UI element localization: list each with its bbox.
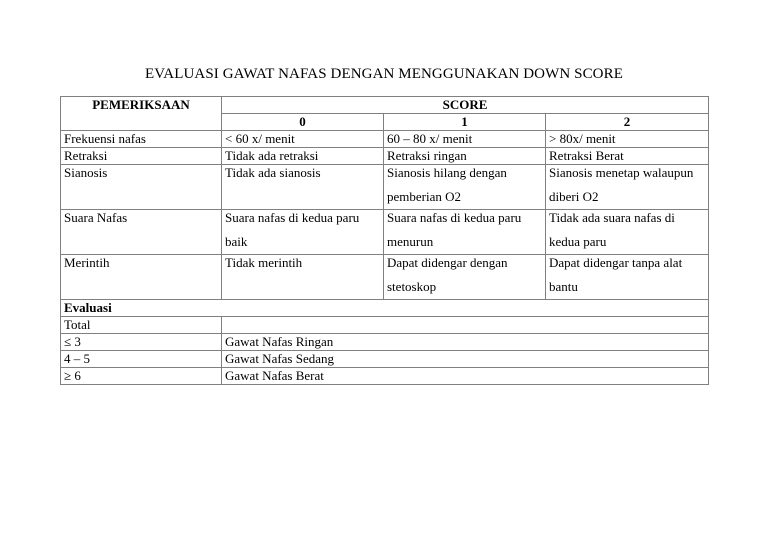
cell-text: Suara nafas di kedua paru baik bbox=[225, 210, 360, 249]
total-row bbox=[61, 317, 709, 334]
score-col-0: 0 bbox=[222, 114, 384, 131]
cell-score-0: < 60 x/ menit bbox=[222, 131, 384, 148]
cell-score-1 bbox=[384, 255, 546, 300]
evaluasi-heading: Evaluasi bbox=[61, 300, 709, 317]
table-row bbox=[61, 148, 709, 165]
cell-score-1: 60 – 80 x/ menit bbox=[384, 131, 546, 148]
cell-score-2: > 80x/ menit bbox=[546, 131, 709, 148]
cell-text: Dapat didengar dengan stetoskop bbox=[387, 255, 508, 294]
evaluation-result: Gawat Nafas Ringan bbox=[222, 334, 709, 351]
cell-score-1: Retraksi ringan bbox=[384, 148, 546, 165]
down-score-table bbox=[60, 96, 709, 385]
table-header-row bbox=[61, 97, 709, 114]
evaluation-row bbox=[61, 351, 709, 368]
row-label: Frekuensi nafas bbox=[61, 131, 222, 148]
cell-score-0: Tidak ada retraksi bbox=[222, 148, 384, 165]
header-pemeriksaan: PEMERIKSAAN bbox=[61, 97, 222, 131]
table-row bbox=[61, 165, 709, 210]
evaluation-range: 4 – 5 bbox=[61, 351, 222, 368]
cell-score-0: Tidak ada sianosis bbox=[222, 165, 384, 210]
evaluation-row bbox=[61, 368, 709, 385]
cell-text: Sianosis hilang dengan pemberian O2 bbox=[387, 165, 507, 204]
row-label: Retraksi bbox=[61, 148, 222, 165]
row-label: Suara Nafas bbox=[61, 210, 222, 255]
cell-text: Tidak ada suara nafas di kedua paru bbox=[549, 210, 675, 249]
table-row bbox=[61, 255, 709, 300]
cell-score-0: Tidak merintih bbox=[222, 255, 384, 300]
header-score: SCORE bbox=[222, 97, 709, 114]
evaluation-result: Gawat Nafas Sedang bbox=[222, 351, 709, 368]
cell-score-2 bbox=[546, 255, 709, 300]
cell-score-1 bbox=[384, 210, 546, 255]
total-value bbox=[222, 317, 709, 334]
table-row bbox=[61, 131, 709, 148]
row-label: Sianosis bbox=[61, 165, 222, 210]
evaluasi-row bbox=[61, 300, 709, 317]
cell-text: Suara nafas di kedua paru menurun bbox=[387, 210, 522, 249]
row-label: Merintih bbox=[61, 255, 222, 300]
cell-score-2: Retraksi Berat bbox=[546, 148, 709, 165]
page-title: EVALUASI GAWAT NAFAS DENGAN MENGGUNAKAN DOWN SCORE bbox=[145, 66, 623, 82]
total-label: Total bbox=[61, 317, 222, 334]
cell-text: Sianosis menetap walaupun diberi O2 bbox=[549, 165, 694, 204]
cell-score-0 bbox=[222, 210, 384, 255]
evaluation-result: Gawat Nafas Berat bbox=[222, 368, 709, 385]
score-col-1: 1 bbox=[384, 114, 546, 131]
cell-score-1 bbox=[384, 165, 546, 210]
cell-text: Dapat didengar tanpa alat bantu bbox=[549, 255, 683, 294]
evaluation-range: ≥ 6 bbox=[61, 368, 222, 385]
evaluation-range: ≤ 3 bbox=[61, 334, 222, 351]
score-col-2: 2 bbox=[546, 114, 709, 131]
cell-score-2 bbox=[546, 165, 709, 210]
evaluation-row bbox=[61, 334, 709, 351]
table-row bbox=[61, 210, 709, 255]
cell-score-2 bbox=[546, 210, 709, 255]
